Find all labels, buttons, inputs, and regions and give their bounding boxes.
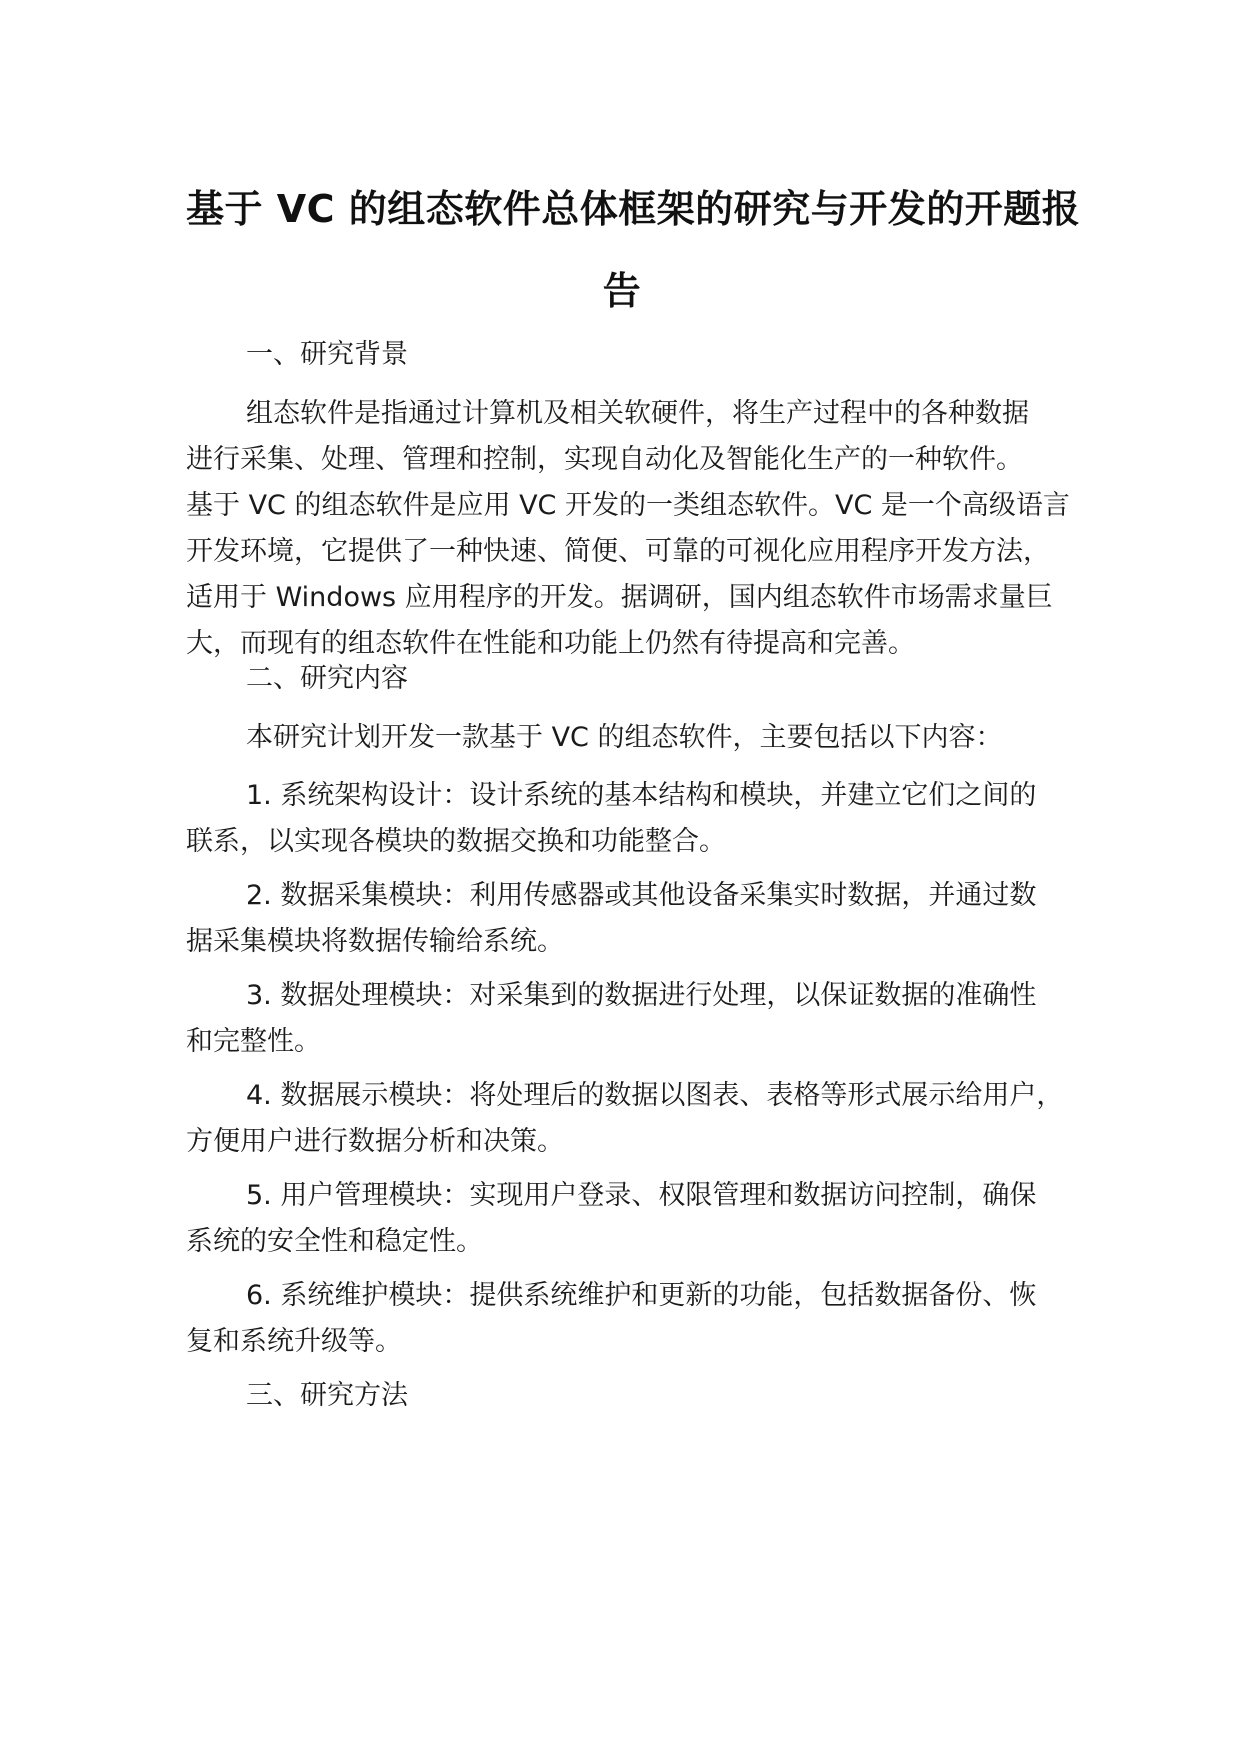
- list-item: [186, 1173, 1086, 1265]
- list-item-line: 2. 数据采集模块：利用传感器或其他设备采集实时数据，并通过数: [246, 880, 1037, 911]
- list-item-line: 和完整性。: [186, 1026, 321, 1057]
- list-item-line: 系统的安全性和稳定性。: [186, 1226, 483, 1257]
- section-heading-background: 一、研究背景: [246, 339, 408, 370]
- section-heading-content: 二、研究内容: [246, 663, 408, 694]
- list-item: [186, 1073, 1086, 1165]
- list-item-line: 4. 数据展示模块：将处理后的数据以图表、表格等形式展示给用户，: [246, 1080, 1064, 1111]
- list-item-line: 1. 系统架构设计：设计系统的基本结构和模块，并建立它们之间的: [246, 780, 1037, 811]
- paragraph-line: 基于 VC 的组态软件是应用 VC 开发的一类组态软件。VC 是一个高级语言: [186, 490, 1070, 521]
- paragraph-line: 组态软件是指通过计算机及相关软硬件，将生产过程中的各种数据: [246, 398, 1029, 429]
- title-line: [186, 168, 1081, 332]
- list-item-line: 5. 用户管理模块：实现用户登录、权限管理和数据访问控制，确保: [246, 1180, 1037, 1211]
- background-paragraph: [186, 391, 1086, 667]
- content-intro: 本研究计划开发一款基于 VC 的组态软件，主要包括以下内容：: [246, 722, 1003, 753]
- paragraph-line: 进行采集、处理、管理和控制，实现自动化及智能化生产的一种软件。: [186, 444, 1023, 475]
- list-item-line: 3. 数据处理模块：对采集到的数据进行处理，以保证数据的准确性: [246, 980, 1037, 1011]
- paragraph-line: 适用于 Windows 应用程序的开发。据调研，国内组态软件市场需求量巨: [186, 582, 1053, 613]
- list-item: [186, 973, 1086, 1065]
- title-line-2: 告: [602, 269, 642, 313]
- paragraph-line: 开发环境，它提供了一种快速、简便、可靠的可视化应用程序开发方法，: [186, 536, 1050, 567]
- document-title: [186, 168, 1081, 332]
- section-heading-method: 三、研究方法: [246, 1380, 408, 1411]
- title-line-1: 基于 VC 的组态软件总体框架的研究与开发的开题报: [186, 187, 1081, 231]
- list-item-line: 方便用户进行数据分析和决策。: [186, 1126, 564, 1157]
- list-item-line: 6. 系统维护模块：提供系统维护和更新的功能，包括数据备份、恢: [246, 1280, 1037, 1311]
- paragraph-line: 大，而现有的组态软件在性能和功能上仍然有待提高和完善。: [186, 628, 915, 659]
- list-item: [186, 873, 1086, 965]
- list-item-line: 据采集模块将数据传输给系统。: [186, 926, 564, 957]
- list-item: [186, 773, 1086, 865]
- list-item-line: 联系，以实现各模块的数据交换和功能整合。: [186, 826, 726, 857]
- list-item: [186, 1273, 1086, 1365]
- list-item-line: 复和系统升级等。: [186, 1326, 402, 1357]
